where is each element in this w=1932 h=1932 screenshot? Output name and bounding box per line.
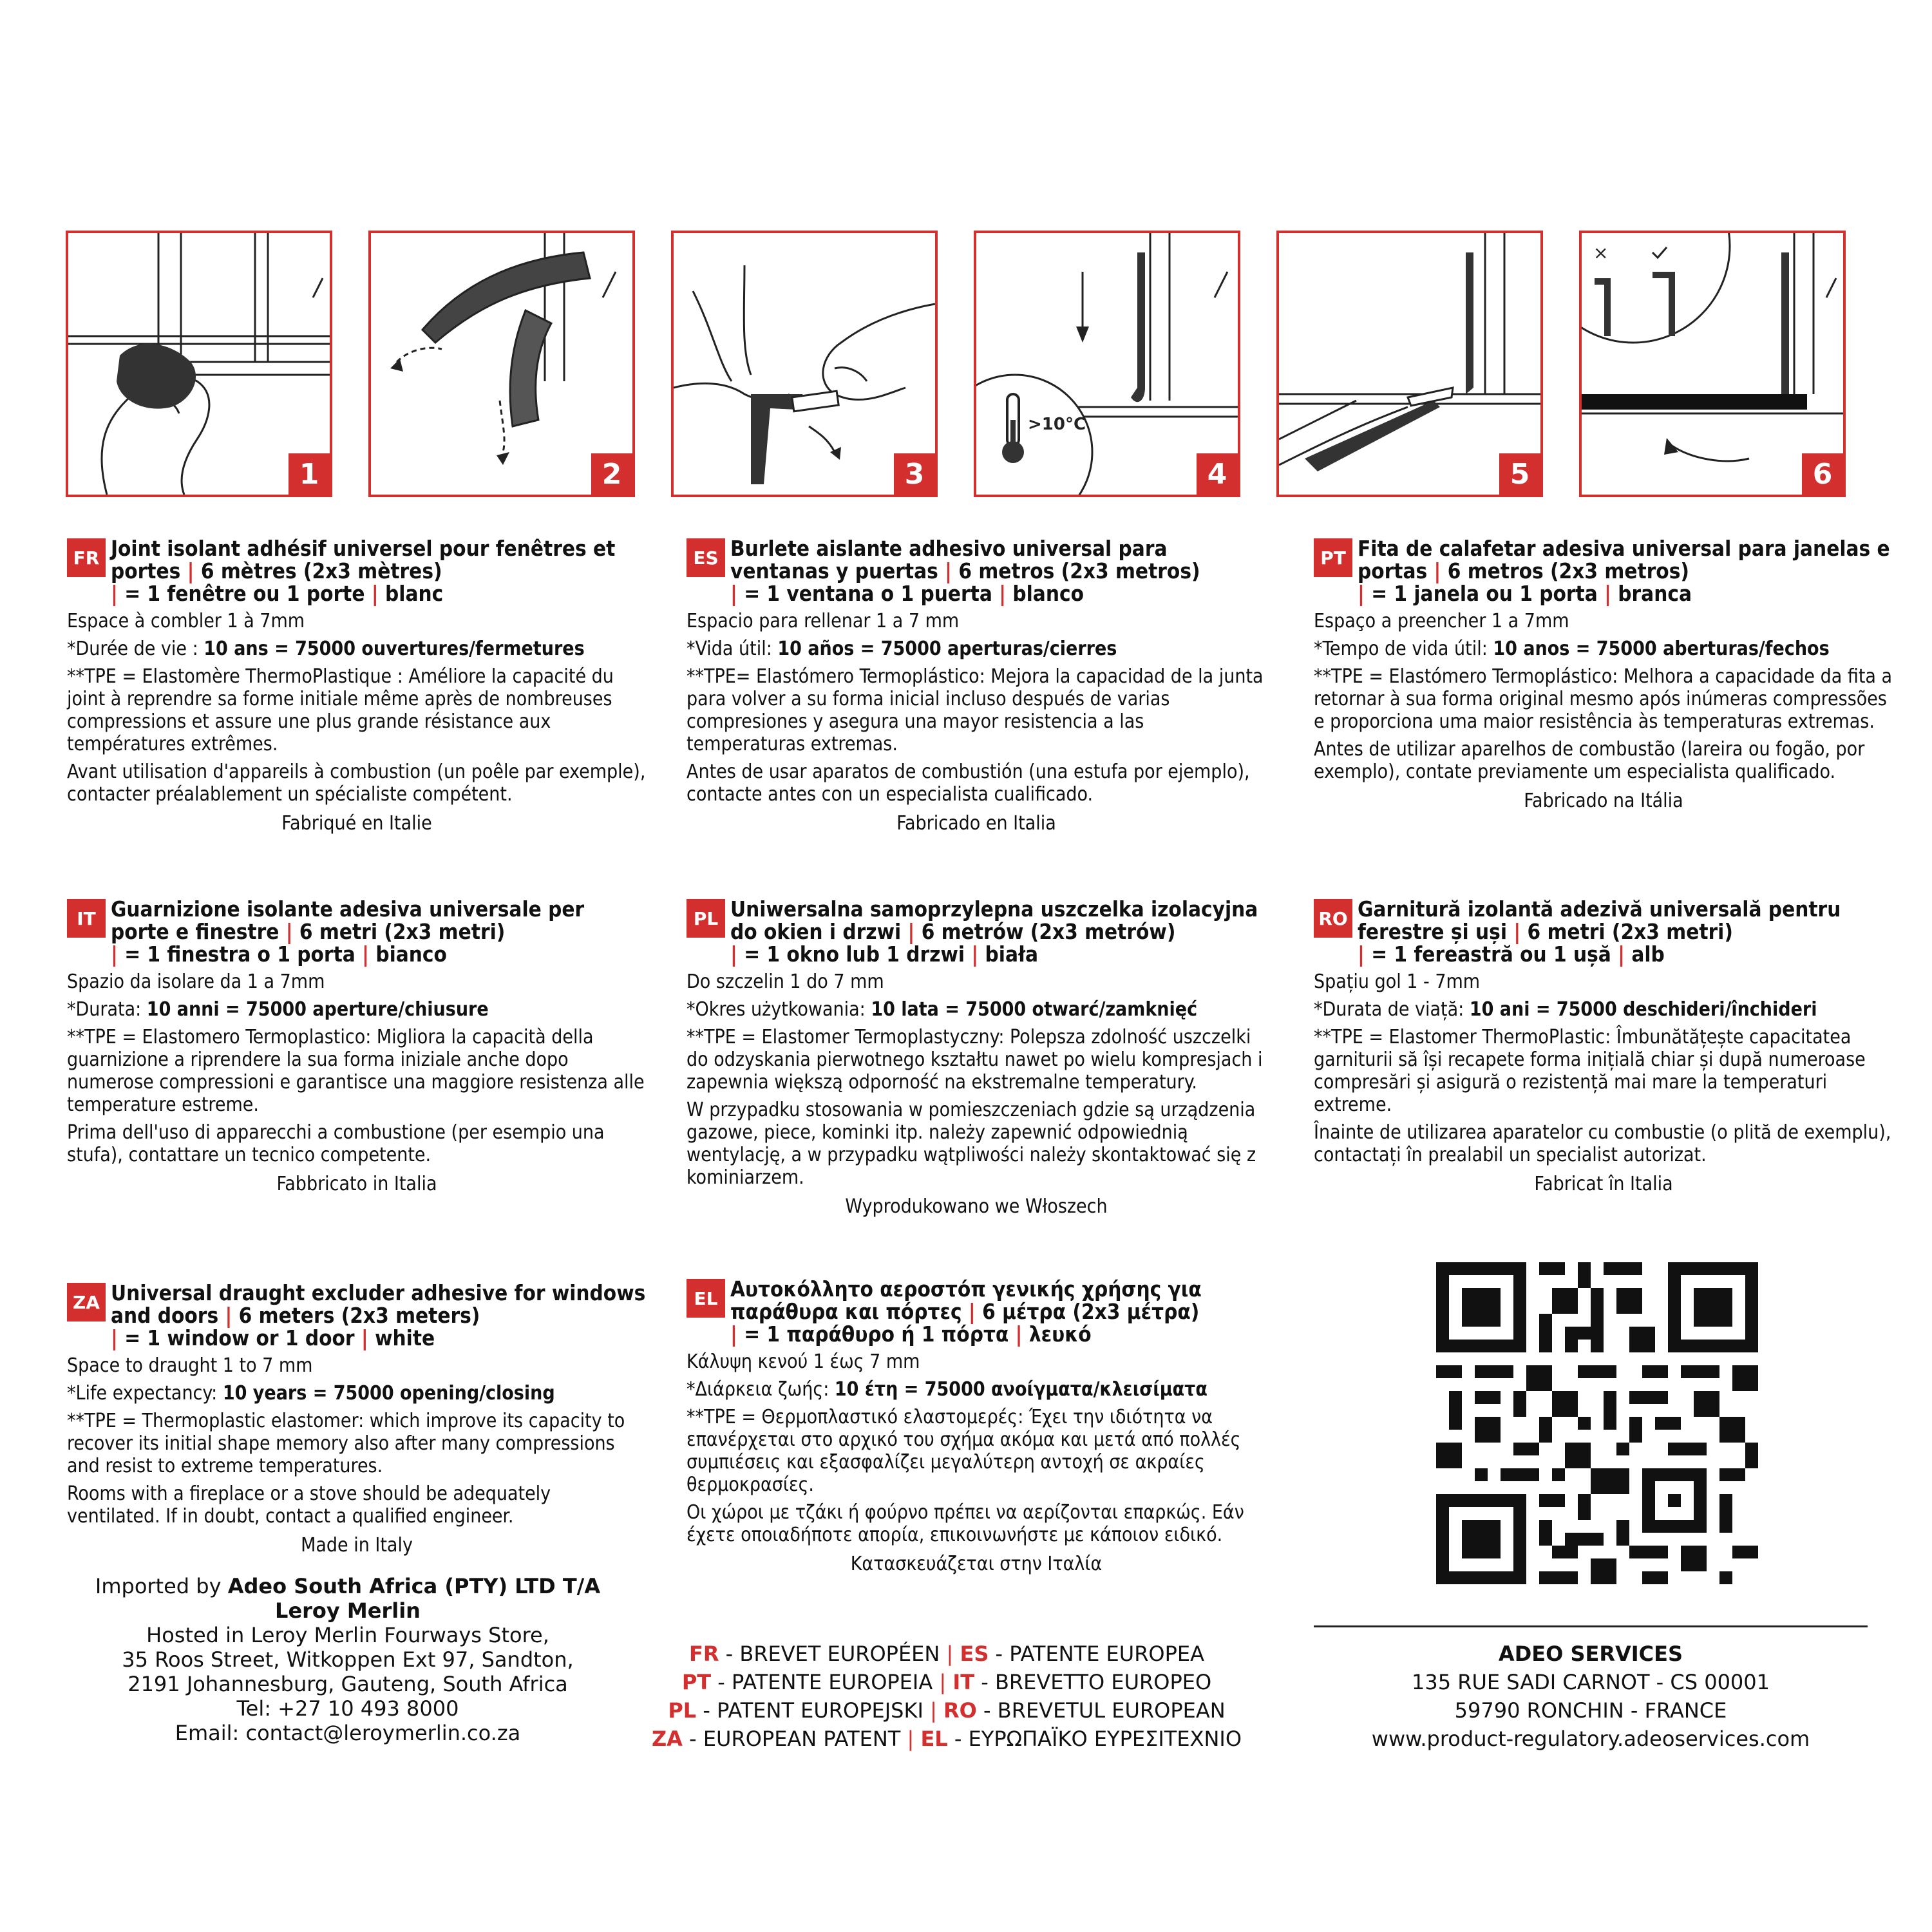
ro-section	[1314, 898, 1893, 1195]
pl-made: Wyprodukowano we Włoszech	[845, 1195, 1108, 1218]
el-badge: EL	[687, 1279, 725, 1318]
patent-row: FR - BREVET EUROPÉEN | ES - PATENTE EUROPEA	[688, 1642, 1205, 1666]
svg-text:×: ×	[1593, 242, 1609, 263]
fr-tpe: **TPE = Elastomère ThermoPlastique : Améliore la capacité du joint à reprendre sa forme initiale même après de nombreuses compressions et assure une plus grande résistance aux températures extrêmes.	[67, 665, 614, 755]
step-panel-3	[671, 231, 938, 497]
it-made: Fabbricato in Italia	[276, 1173, 437, 1195]
el-tpe: **TPE = Θερμοπλαστικό ελαστομερές: Έχει την ιδιότητα να επανέρχεται στο αρχικό του σχήμα ακόμα και μετά από πολλές συμπιέσεις και εξασφαλίζει μεγαλύτερη αντοχή σε ακραίες θερμοκρασίες.	[687, 1406, 1241, 1496]
patent-row: PL - PATENT EUROPEJSKI | RO - BREVETUL EUROPEAN	[668, 1698, 1226, 1723]
step-panel-6	[1579, 231, 1846, 497]
it-badge: IT	[67, 899, 106, 938]
step-panel-5	[1276, 231, 1543, 497]
fr-made: Fabriqué en Italie	[281, 812, 432, 835]
ro-tpe: **TPE = Elastomer ThermoPlastic: Îmbunătățește capacitatea garniturii să își recapete forma inițială chiar și după numeroase compresări și asigură o rezistență mai mare la temperaturi extreme.	[1314, 1026, 1866, 1116]
qr-code-icon[interactable]	[1436, 1262, 1758, 1584]
step-number-5: 5	[1499, 453, 1540, 495]
es-section	[687, 537, 1266, 835]
importer-line-4: 2191 Johannesburg, Gauteng, South Africa	[128, 1672, 568, 1696]
ro-gap: Spațiu gol 1 - 7mm	[1314, 971, 1481, 993]
temperature-label: >10°C	[1028, 415, 1086, 434]
za-made: Made in Italy	[301, 1534, 413, 1557]
es-gap: Espacio para rellenar 1 a 7 mm	[687, 610, 960, 632]
step-number-6: 6	[1802, 453, 1843, 495]
fr-warning: Avant utilisation d'appareils à combustion (un poêle par exemple), contacter préalablement un spécialiste compétent.	[67, 761, 646, 806]
it-gap: Spazio da isolare da 1 a 7mm	[67, 971, 325, 993]
ro-badge: RO	[1314, 899, 1352, 938]
importer-line-3: 35 Roos Street, Witkoppen Ext 97, Sandton,	[122, 1647, 574, 1672]
importer-line-2: Hosted in Leroy Merlin Fourways Store,	[146, 1623, 549, 1647]
el-life: *Διάρκεια ζωής: 10 έτη = 75000 ανοίγματα/κλεισίματα	[687, 1378, 1208, 1401]
it-warning: Prima dell'uso di apparecchi a combustione (per esempio una stufa), contattare un tecnico competente.	[67, 1121, 605, 1166]
es-title: ES Burlete aislante adhesivo universal para ventanas y puertas | 6 metros (2x3 metros) | = 1 ventana o 1 puerta | blanco	[687, 537, 1266, 605]
it-title: IT Guarnizione isolante adesiva universale per porte e finestre | 6 metri (2x3 metri) | = 1 finestra o 1 porta | bianco	[67, 898, 647, 965]
es-tpe: **TPE= Elastómero Termoplástico: Mejora la capacidad de la junta para volver a su forma inicial incluso después de varias compresiones y asegura una mayor resistencia a las temperaturas extremas.	[687, 665, 1264, 755]
importer-line-1: Imported by Adeo South Africa (PTY) LTD T/A Leroy Merlin	[95, 1574, 601, 1623]
el-made: Κατασκευάζεται στην Ιταλία	[850, 1553, 1103, 1575]
step-number-1: 1	[289, 453, 330, 495]
es-life: *Vida útil: 10 años = 75000 aperturas/cierres	[687, 638, 1117, 660]
za-gap: Space to draught 1 to 7 mm	[67, 1354, 313, 1377]
step-number-4: 4	[1197, 453, 1238, 495]
patent-row: PT - PATENTE EUROPEIA | IT - BREVETTO EUROPEO	[681, 1670, 1212, 1694]
ro-warning: Înainte de utilizarea aparatelor cu combustie (o plită de exemplu), contactați în prealabil un specialist autorizat.	[1314, 1121, 1891, 1166]
pt-warning: Antes de utilizar aparelhos de combustão (lareira ou fogão, por exemplo), contate previamente um especialista qualificado.	[1314, 738, 1865, 783]
it-section	[67, 898, 647, 1195]
es-warning: Antes de usar aparatos de combustión (una estufa por ejemplo), contacte antes con un especialista cualificado.	[687, 761, 1250, 806]
step-panel-4	[974, 231, 1240, 497]
adeo-address-1: 135 RUE SADI CARNOT - CS 00001	[1412, 1670, 1770, 1694]
pl-gap: Do szczelin 1 do 7 mm	[687, 971, 884, 993]
pt-tpe: **TPE = Elastómero Termoplástico: Melhora a capacidade da fita a retornar à sua forma original mesmo após inúmeras compressões e proporciona uma maior resistência às temperaturas extremas.	[1314, 665, 1893, 733]
pl-tpe: **TPE = Elastomer Termoplastyczny: Polepsza zdolność uszczelki do odzyskania pierwotnego kształtu nawet po wielu kompresjach i zapewnia większą odporność na ekstremalne temperatury.	[687, 1026, 1263, 1094]
ro-title: RO Garnitură izolantă adezivă universală pentru ferestre și uși | 6 metri (2x3 metri) | = 1 fereastră ou 1 ușă | alb	[1314, 898, 1893, 965]
pt-life: *Tempo de vida útil: 10 anos = 75000 aberturas/fechos	[1314, 638, 1830, 660]
it-tpe: **TPE = Elastomero Termoplastico: Migliora la capacità della guarnizione a riprendere la sua forma iniziale anche dopo numerose compressioni e garantisce una maggiore resistenza alle temperature estreme.	[67, 1026, 645, 1116]
ro-life: *Durata de viață: 10 ani = 75000 deschideri/închideri	[1314, 998, 1817, 1021]
za-warning: Rooms with a fireplace or a stove should be adequately ventilated. If in doubt, contact a qualified engineer.	[67, 1482, 551, 1528]
fr-life: *Durée de vie : 10 ans = 75000 ouvertures/fermetures	[67, 638, 585, 660]
step-panel-1	[66, 231, 332, 497]
fr-badge: FR	[67, 538, 106, 577]
step-number-3: 3	[894, 453, 935, 495]
importer-line-5: Tel: +27 10 493 8000	[236, 1696, 459, 1721]
pt-made: Fabricado na Itália	[1524, 790, 1683, 812]
pl-badge: PL	[687, 899, 725, 938]
pt-gap: Espaço a preencher 1 a 7mm	[1314, 610, 1569, 632]
step-number-2: 2	[591, 453, 632, 495]
adeo-name: ADEO SERVICES	[1498, 1642, 1683, 1666]
adeo-divider	[1314, 1625, 1868, 1627]
importer-email: Email: contact@leroymerlin.co.za	[175, 1721, 521, 1745]
pt-title: PT Fita de calafetar adesiva universal para janelas e portas | 6 metros (2x3 metros) | = 1 janela ou 1 porta | branca	[1314, 537, 1893, 605]
za-badge: ZA	[67, 1283, 106, 1321]
za-life: *Life expectancy: 10 years = 75000 opening/closing	[67, 1382, 555, 1405]
pl-warning: W przypadku stosowania w pomieszczeniach gdzie są urządzenia gazowe, piece, kominki itp. należy zapewnić odpowiednią wentylację, a w przypadku wątpliwości należy skontaktować się z kominiarzem.	[687, 1099, 1256, 1189]
za-section	[67, 1282, 647, 1557]
pt-section	[1314, 537, 1893, 812]
adeo-info	[1314, 1640, 1868, 1753]
es-made: Fabricado en Italia	[896, 812, 1056, 835]
el-title: EL Αυτοκόλλητο αεροστόπ γενικής χρήσης για παράθυρα και πόρτες | 6 μέτρα (2x3 μέτρα) | = 1 παράθυρο ή 1 πόρτα | λευκό	[687, 1278, 1266, 1345]
za-title: ZA Universal draught excluder adhesive for windows and doors | 6 meters (2x3 meters) | = 1 window or 1 door | white	[67, 1282, 647, 1349]
pl-section	[687, 898, 1266, 1218]
adeo-website-link[interactable]: www.product-regulatory.adeoservices.com	[1371, 1727, 1810, 1751]
ro-made: Fabricat în Italia	[1534, 1173, 1673, 1195]
adeo-address-2: 59790 RONCHIN - FRANCE	[1454, 1698, 1727, 1723]
za-tpe: **TPE = Thermoplastic elastomer: which improve its capacity to recover its initial shape memory also after many compressions and resist to extreme temperatures.	[67, 1410, 625, 1477]
patent-list	[625, 1640, 1269, 1753]
importer-info	[64, 1574, 631, 1745]
el-gap: Κάλυψη κενού 1 έως 7 mm	[687, 1350, 920, 1373]
pl-life: *Okres użytkowania: 10 lata = 75000 otwarć/zamknięć	[687, 998, 1198, 1021]
step-panel-2	[368, 231, 635, 497]
it-life: *Durata: 10 anni = 75000 aperture/chiusure	[67, 998, 489, 1021]
el-section	[687, 1278, 1266, 1575]
pt-badge: PT	[1314, 538, 1352, 577]
fr-gap: Espace à combler 1 à 7mm	[67, 610, 305, 632]
es-badge: ES	[687, 538, 725, 577]
patent-row: ZA - EUROPEAN PATENT | EL - ΕΥΡΩΠΑΪΚΟ ΕΥΡΕΣΙΤΕΧΝΙΟ	[651, 1727, 1242, 1751]
pl-title: PL Uniwersalna samoprzylepna uszczelka izolacyjna do okien i drzwi | 6 metrów (2x3 metrów) | = 1 okno lub 1 drzwi | biała	[687, 898, 1266, 965]
fr-title: FR Joint isolant adhésif universel pour fenêtres et portes | 6 mètres (2x3 mètres) | = 1 fenêtre ou 1 porte | blanc	[67, 537, 647, 605]
fr-section	[67, 537, 647, 835]
el-warning: Οι χώροι με τζάκι ή φούρνο πρέπει να αερίζονται επαρκώς. Εάν έχετε οποιαδήποτε απορία, επικοινωνήστε με κάποιον ειδικό.	[687, 1501, 1244, 1546]
